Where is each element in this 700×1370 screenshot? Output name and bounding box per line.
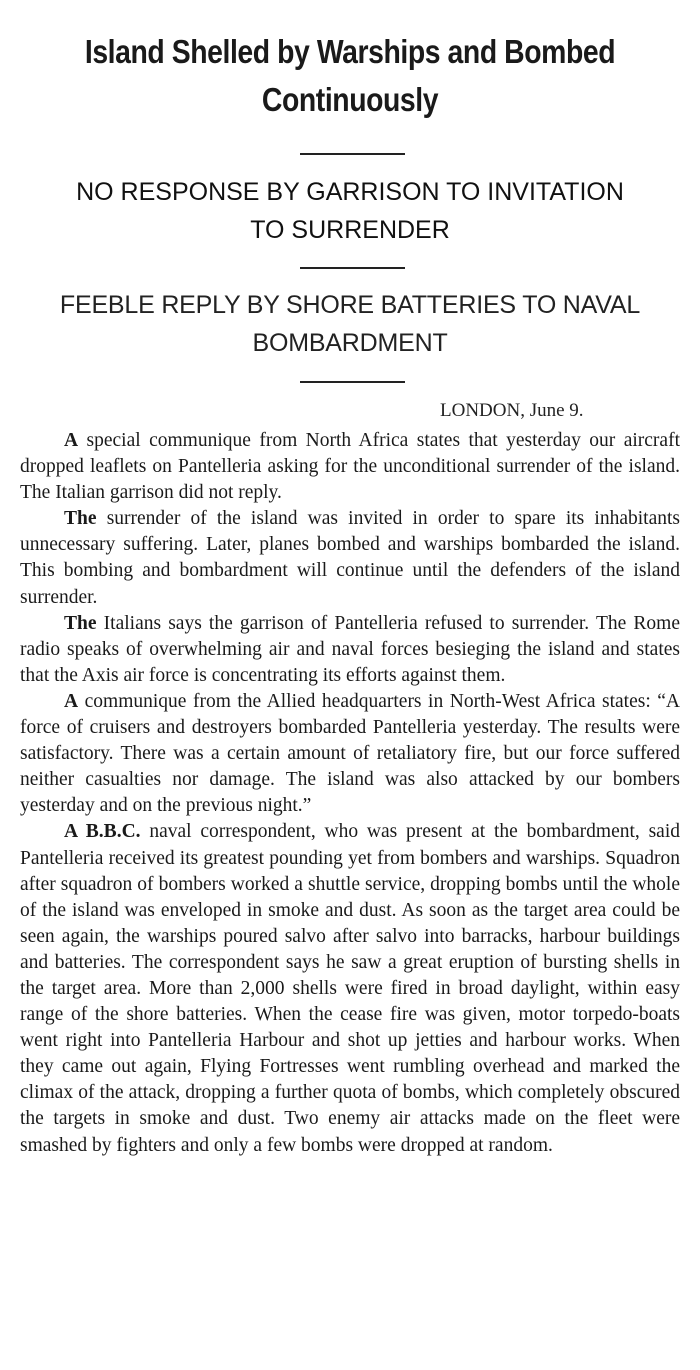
paragraph <box>20 428 680 506</box>
headline-line-2: Continuously <box>261 81 439 118</box>
paragraph-lead: A <box>64 690 79 712</box>
paragraph-text: communique from the Allied headquarters in North-West Africa states: “A force of cruisers and destroyers bombarded Pantelleria yesterday. The results were satisfactory. There was a certain amount of retaliatory fire, but our force suffered neither casualties nor damage. The island was also attacked by our bombers yesterday and on the previous night.” <box>20 690 680 817</box>
subheading-line-1: NO RESPONSE BY GARRISON TO INVITATION <box>76 178 624 206</box>
paragraph-text: Italians says the garrison of Pantelleria refused to surrender. The Rome radio speaks of overwhelming air and naval forces besieging the island and states that the Axis air force is concentrating its efforts against them. <box>20 612 680 686</box>
paragraph-lead: The <box>64 508 97 530</box>
headline-line-1: Island Shelled by Warships and Bombed <box>84 33 616 70</box>
paragraph <box>20 819 680 1158</box>
paragraph-text: naval correspondent, who was present at the bombardment, said Pantelleria received its greatest pounding yet from bombers and warships. Squadron after squadron of bombers worked a shuttle service, dropping bombs until the whole of the island was enveloped in smoke and dust. As soon as the target area could be seen again, the warships poured salvo after salvo into barracks, harbour buildings and batteries. The correspondent says he saw a great eruption of bursting shells in the target area. More than 2,000 shells were fired in broad daylight, within easy range of the shore batteries. When the cease fire was given, motor torpedo-boats went right into Pantelleria Harbour and shot up jetties and harbour works. When they came out again, Flying Fortresses went rumbling overhead and marked the climax of the attack, dropping a further quota of bombs, which completely obscured the targets in smoke and dust. Two enemy air attacks made on the fleet were smashed by fighters and only a few bombs were dropped at random. <box>20 821 680 1156</box>
paragraph <box>20 506 680 610</box>
paragraph <box>20 611 680 689</box>
divider-rule-1 <box>300 153 405 155</box>
subheading2-line-1: FEEBLE REPLY BY SHORE BATTERIES TO NAVAL <box>59 291 641 319</box>
dateline: LONDON, June 9. <box>440 400 584 421</box>
paragraph-lead: A <box>64 430 79 451</box>
paragraph-lead: A B.B.C. <box>64 821 141 843</box>
divider-rule-3 <box>300 381 405 383</box>
paragraph <box>20 689 680 819</box>
article-body <box>20 428 680 1159</box>
subheading-line-2: TO SURRENDER <box>250 216 450 244</box>
paragraph-lead: The <box>64 612 97 634</box>
paragraph-text: surrender of the island was invited in order to spare its inhabitants unnecessary suffering. Later, planes bombed and warships bombarded the island. This bombing and bombardment will continue until the defenders of the island surrender. <box>20 508 680 608</box>
divider-rule-2 <box>300 267 405 269</box>
subheading2-line-2: BOMBARDMENT <box>252 329 448 357</box>
paragraph-text: special communique from North Africa states that yesterday our aircraft dropped leaflets on Pantelleria asking for the unconditional surrender of the island. The Italian garrison did not reply. <box>20 430 680 504</box>
